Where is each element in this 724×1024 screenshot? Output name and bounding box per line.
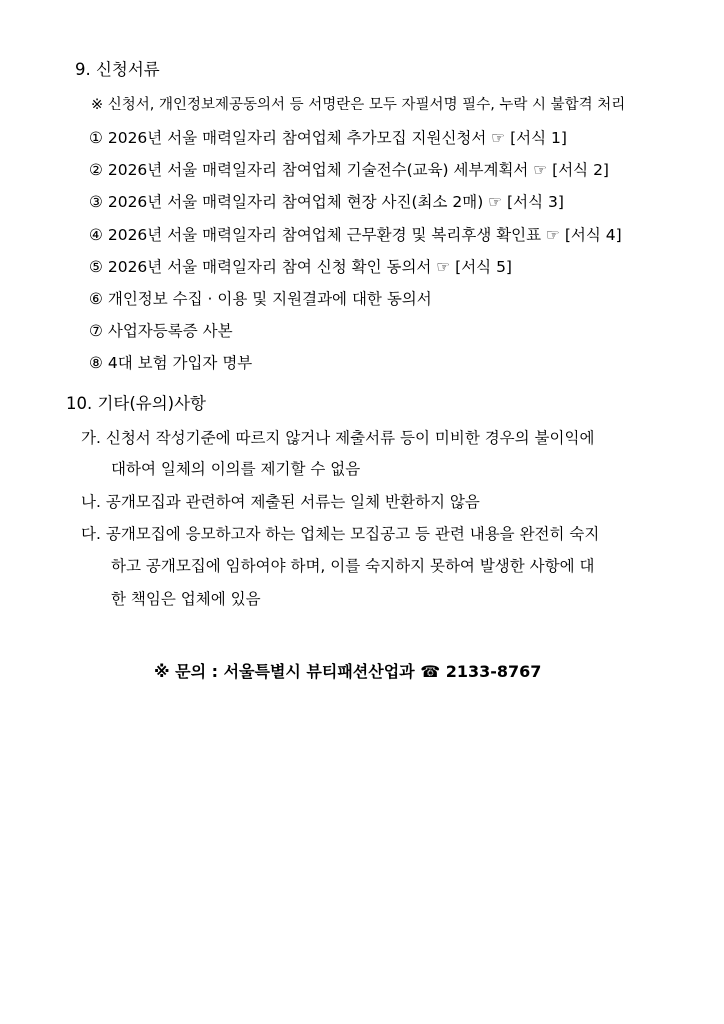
item-text: 개인정보 수집 · 이용 및 지원결과에 대한 동의서	[107, 290, 432, 308]
item-text: 2026년 서울 매력일자리 참여업체 기술전수(교육) 세부계획서 ☞ [서식 2]	[107, 161, 609, 179]
item-marker: ⑧	[89, 354, 103, 372]
notice-item-ga	[81, 427, 594, 449]
notice-item-da	[81, 523, 599, 545]
section-10-heading: 10. 기타(유의)사항	[66, 394, 206, 413]
item-marker: ⑤	[89, 258, 103, 276]
item-text: 2026년 서울 매력일자리 참여업체 현장 사진(최소 2매) ☞ [서식 3]	[107, 193, 564, 211]
list-item	[89, 352, 252, 374]
item-marker: ④	[89, 226, 103, 244]
list-item	[89, 224, 622, 246]
section-9-signature-note: ※ 신청서, 개인정보제공동의서 등 서명란은 모두 자필서명 필수, 누락 시 불합격 처리	[91, 97, 626, 113]
list-item	[89, 256, 512, 278]
item-line: 공개모집과 관련하여 제출된 서류는 일체 반환하지 않음	[105, 493, 480, 511]
item-marker: 가.	[81, 429, 101, 447]
item-marker: ⑥	[89, 290, 103, 308]
item-line: 신청서 작성기준에 따르지 않거나 제출서류 등이 미비한 경우의 불이익에	[105, 429, 595, 447]
list-item	[89, 288, 432, 310]
item-text: 사업자등록증 사본	[107, 322, 233, 340]
item-marker: 나.	[81, 493, 101, 511]
item-marker: ②	[89, 161, 103, 179]
list-item	[89, 320, 233, 342]
list-item	[89, 159, 609, 181]
section-9-heading: 9. 신청서류	[75, 60, 160, 79]
item-line-continued: 한 책임은 업체에 있음	[111, 590, 261, 608]
item-text: 2026년 서울 매력일자리 참여업체 추가모집 지원신청서 ☞ [서식 1]	[107, 129, 567, 147]
contact-info: ※ 문의 : 서울특별시 뷰티패션산업과 ☎ 2133-8767	[154, 662, 542, 681]
item-marker: 다.	[81, 525, 101, 543]
list-item	[89, 191, 564, 213]
item-marker: ①	[89, 129, 103, 147]
item-marker: ⑦	[89, 322, 103, 340]
item-text: 2026년 서울 매력일자리 참여업체 근무환경 및 복리후생 확인표 ☞ [서식 4]	[107, 226, 622, 244]
item-marker: ③	[89, 193, 103, 211]
item-text: 2026년 서울 매력일자리 참여 신청 확인 동의서 ☞ [서식 5]	[107, 258, 512, 276]
item-line-continued: 하고 공개모집에 임하여야 하며, 이를 숙지하지 못하여 발생한 사항에 대	[111, 557, 595, 575]
list-item	[89, 127, 567, 149]
item-line: 공개모집에 응모하고자 하는 업체는 모집공고 등 관련 내용을 완전히 숙지	[105, 525, 600, 543]
item-text: 4대 보험 가입자 명부	[107, 354, 253, 372]
notice-item-na	[81, 491, 480, 513]
item-line-continued: 대하여 일체의 이의를 제기할 수 없음	[111, 460, 361, 478]
